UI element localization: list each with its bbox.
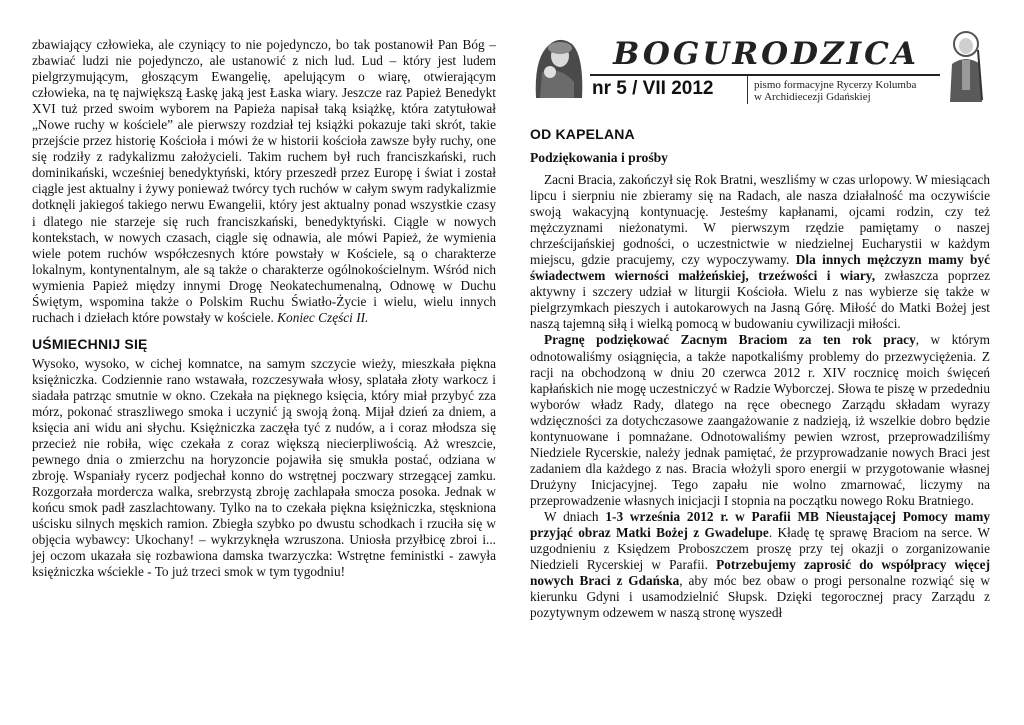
article-continuation-text: zbawiający człowieka, ale czyniący to nie pojedynczo, bo tak postanowił Pan Bóg – zbawiać ludzi nie pojedynczo, ale ustanowić z nich lud. Lud – który jest ludem pielgrzymującym, głoszącym Ewangelię, apelującym o wiarę, otwierającym człowieka, na tę największą Łaskę jaką jest Łaska wiary. Jeszcze raz Papież Benedykt XVI tuż przed swoim wyborem na Papieża napisał taką książkę, która zatytułował „Nowe ruchy w kościele” ale pierwszy rozdział tej książki pokazuje taki skrót, takie przejście przez historię Kościoła i mówi że w historii kościoła zawsze były ruchy, one się rodziły z radykalizmu założycieli. Takim ruchem był ruch franciszkański, ruch dominikański, wcześniej benedyktyński, który przeszedł przez Europę i świat i został ciągle jest aktualny i żywy ponieważ twórcy tych ruchów w całym swym radykalizmie dotknęli jakiegoś takiego nerwu Ewangelii, który jest aktualny ponad wszystkie czasy i dlatego nie starzeje się ruch franciszkański, benedyktyński. Ciągle w nowych kontekstach, w nowych czasach, ciągle się odnawia, ale mówi Papież, że wymienia wiele potem ruchów współczesnych które powstały w Kościele, są o charakterze lokalnym, kontynentalnym, ale są także o charakterze ogólnokościelnym. Wśród nich wymienia Papież między innymi Drogę Neokatechumenalną, Odnowę w Duchu Świętym, wspomina także o Polskim Ruchu Światło-Życie i wielu, wielu innych ruchach i dziełach które powstały w kościele. (32, 37, 496, 325)
paragraph-3 (530, 509, 990, 621)
section-heading-chaplain: OD KAPELANA (530, 126, 635, 142)
section-heading-smile: UŚMIECHNIJ SIĘ (32, 335, 148, 352)
article-continuation (32, 0, 496, 326)
right-column (530, 0, 990, 621)
masthead-title: BOGURODZICA (613, 36, 919, 72)
part-end-note: Koniec Części II. (277, 309, 369, 325)
p3-text-e: , aby móc bez obaw o progi personalne rozwiąć się w kierunku Gdyni i usamodzielnić Słupsk. Dzięki tegorocznej pracy Zarządu z pozytywnym odzewem w naszą stronę wyszedł (530, 573, 990, 621)
paragraph-2 (530, 332, 990, 509)
subtitle-line-1: pismo formacyjne Rycerzy Kolumba (754, 79, 917, 91)
p3-bold-b: 1-3 września 2012 r. w Parafii MB Nieustającej Pomocy mamy przyjąć obraz Matki Bożej z Gwadelupe (530, 508, 990, 541)
p2-text: , w którym odnotowaliśmy osiągnięcia, a także napotkaliśmy problemy do przezwyciężenia. Z racji na obchodzoną w dniu 20 czerwca 2012 r. XIV rocznicę moich święceń kapłańskich nie mogę uczestniczyć w Radzie Wyborczej. Słowa te piszę w przededniu wyborów władz Rady, dlatego na ręce obecnego Zarządu składam wyrazy wdzięczności za dotychczasowe zaangażowanie z nadzieją, iż wszelkie dobro będzie kontynuowane i pomnażane. Odnotowaliśmy pewien wzrost, przeprowadziliśmy Niedziele Rycerskie, należy jednak pamiętać, że przyprowadzanie nowych Braci jest zadaniem dla każdego z nas. Bracia włożyli sporo energii w przygotowanie własnej Drużyny Inicjacyjnej. Tego zapału nie wolno zmarnować, liczymy na przeprowadzenie własnych inicjacji I stopnia na początku nowego Roku Bratniego. (530, 332, 990, 508)
paragraph-1 (530, 172, 990, 332)
p3-text-c: . Kładę tę sprawę Braciom na serce. W uzgodnieniu z Księdzem Proboszczem proszę przy tej okazji o zorganizowanie Niedzieli Rycerskiej w Parafii. (530, 525, 990, 573)
p2-bold: Pragnę podziękować Zacnym Braciom za ten rok pracy (544, 332, 916, 348)
article-subheading: Podziękowania i prośby (530, 150, 668, 165)
p1-text-a: Zacni Bracia, zakończył się Rok Bratni, weszliśmy w czas urlopowy. W miesiącach lipcu i sierpniu nie zbieramy się na Radach, ale nasza działalność ma oczywiście swoją wakacyjną kontynuację. Jesteśmy kapłanami, ojcami rodzin, czy też mężczyznami nieżonatymi. W pierwszym rzędzie pamiętamy o naszej chrześcijańskiej godności, o uczestnictwie w niedzielnej Eucharystii w każdym miejscu, gdzie pracujemy, czy wypoczywamy. (530, 172, 990, 268)
p1-text-c: zwłaszcza poprzez aktywny i szczery udział w liturgii Kościoła. Wielu z nas wybierze się także w pielgrzymkach pieszych i autokarowych na Jasną Górę. Miłość do Matki Bożej jest naszą tajemną siłą i wielką pomocą w budowaniu cywilizacji miłości. (530, 268, 990, 332)
subtitle-line-2: w Archidiecezji Gdańskiej (754, 91, 871, 103)
p3-bold-d: Potrzebujemy zaprosić do współpracy więcej nowych Braci z Gdańska (530, 557, 991, 589)
chaplain-article (530, 0, 990, 621)
p1-bold: Dla innych mężczyzn mamy być świadectwem wierności małżeńskiej, trzeźwości i wiary, (530, 252, 990, 284)
issue-number: nr 5 / VII 2012 (592, 78, 714, 99)
joke-paragraph: Wysoko, wysoko, w cichej komnatce, na samym szczycie wieży, mieszkała piękna księżniczka. Codziennie rano wstawała, rozczesywała włosy, splatała złoty warkocz i siadała patrząc smutnie w okno. Czekała na pięknego księcia, który miał przybyć zza mórz, pokonać straszliwego smoka i uczynić ją swoją żoną. Mijał dzień za dniem, a księcia ani widu ani słychu. Księżniczka zaczęła tyć z nudów, a i coraz młodsza się przecież nie robiła, więc czekała z coraz większą niecierpliwością. Aż wreszcie, pewnego dnia o zmierzchu na horyzoncie pojawiła się smukła postać, odziana w zbroję. Wspaniały rycerz podjechał konno do wstrętnej poczwary strzegącej zamku. Rozgorzała mordercza walka, srebrzystą zbroję zachlapała smocza posoka. Jednak w końcu smok padł zaszlachtowany. Tylko na to czekała piękna księżniczka, stęskniona uścisku silnych męskich ramion. Zbiegła szybko po dwustu schodkach i rzuciła się w objęcia wybawcy: Ukochany! – wykrzyknęła wzruszona. Uniosła przyłbicę zbroi i... jej oczom ukazała się rozbawiona damska twarzyczka: Wstrętne feministki - zawyła księżniczka wściekle - To już trzeci smok w tym tygodniu! (32, 355, 496, 580)
left-column (32, 0, 496, 581)
p3-text-a: W dniach (544, 508, 599, 524)
